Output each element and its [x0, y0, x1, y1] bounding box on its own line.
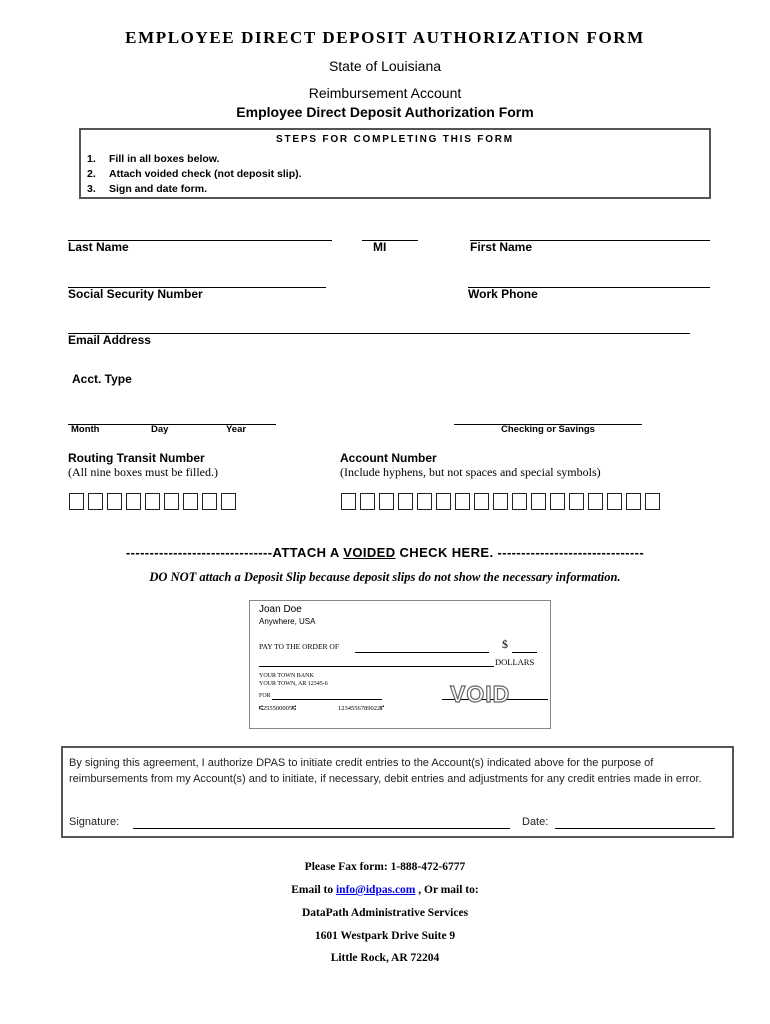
form-title: EMPLOYEE DIRECT DEPOSIT AUTHORIZATION FORM: [125, 28, 645, 47]
account-heading: Reimbursement Account: [308, 85, 462, 101]
void-stamp: VOID: [450, 681, 511, 707]
day-label: Day: [151, 424, 169, 435]
check-written-amount-line: [259, 666, 494, 667]
digit-box[interactable]: [550, 493, 565, 510]
email-link[interactable]: info@idpas.com: [335, 884, 416, 896]
digit-box[interactable]: [436, 493, 451, 510]
state-heading: State of Louisiana: [328, 58, 442, 74]
digit-box[interactable]: [645, 493, 660, 510]
digit-box[interactable]: [531, 493, 546, 510]
routing-label: Routing Transit Number: [68, 451, 205, 465]
step-item: 2. Attach voided check (not deposit slip).: [87, 168, 302, 180]
signature-field[interactable]: [133, 828, 510, 829]
digit-box[interactable]: [569, 493, 584, 510]
digit-box[interactable]: [69, 493, 84, 510]
digit-box[interactable]: [145, 493, 160, 510]
check-for-label: FOR: [259, 693, 271, 699]
digit-box[interactable]: [417, 493, 432, 510]
digit-box[interactable]: [107, 493, 122, 510]
digit-box[interactable]: [493, 493, 508, 510]
step-item: 3. Sign and date form.: [87, 183, 208, 195]
email-label: Email Address: [68, 333, 151, 347]
check-bank-city: YOUR TOWN, AR 12345-6: [259, 681, 328, 687]
authorization-text: By signing this agreement, I authorize DPAS to initiate credit entries to the Account(s) indicated above for the purpose of reimbursements from my Account(s) and to initiate, if necessary, debit entries and adjustments for any credit entries made in error.: [69, 757, 702, 785]
email-line: Email to info@idpas.com , Or mail to:: [291, 884, 479, 896]
email-field[interactable]: [68, 333, 690, 334]
account-number-boxes: [341, 493, 660, 510]
check-pay-to: PAY TO THE ORDER OF: [259, 642, 340, 651]
digit-box[interactable]: [455, 493, 470, 510]
steps-box: [79, 128, 711, 199]
ssn-label: Social Security Number: [68, 287, 203, 301]
mi-field[interactable]: [362, 240, 418, 241]
signature-label: Signature:: [69, 816, 120, 828]
fax-line: Please Fax form: 1-888-472-6777: [304, 861, 466, 873]
digit-box[interactable]: [202, 493, 217, 510]
month-label: Month: [71, 424, 100, 435]
check-micr-account: 1234556789022⑈: [338, 705, 385, 712]
digit-box[interactable]: [360, 493, 375, 510]
check-amount-line: [512, 652, 537, 653]
check-memo-line: [272, 699, 382, 700]
digit-box[interactable]: [398, 493, 413, 510]
digit-box[interactable]: [164, 493, 179, 510]
year-label: Year: [226, 424, 247, 435]
digit-box[interactable]: [126, 493, 141, 510]
digit-box[interactable]: [626, 493, 641, 510]
form-subtitle: Employee Direct Deposit Authorization Form: [236, 104, 534, 120]
digit-box[interactable]: [379, 493, 394, 510]
check-dollars: DOLLARS: [495, 657, 535, 667]
check-dollar-sign: $: [502, 637, 508, 651]
deposit-slip-warning: DO NOT attach a Deposit Slip because deposit slips do not show the necessary information.: [149, 570, 621, 584]
last-name-label: Last Name: [68, 240, 129, 254]
mi-label: MI: [373, 240, 387, 254]
digit-box[interactable]: [474, 493, 489, 510]
digit-box[interactable]: [183, 493, 198, 510]
work-phone-label: Work Phone: [468, 287, 538, 301]
acct-type-label: Acct. Type: [72, 372, 132, 386]
digit-box[interactable]: [88, 493, 103, 510]
date-signed-field[interactable]: [555, 828, 715, 829]
routing-number-boxes: [69, 493, 236, 510]
step-item: 1. Fill in all boxes below.: [87, 153, 220, 165]
digit-box[interactable]: [221, 493, 236, 510]
digit-box[interactable]: [607, 493, 622, 510]
authorization-box: [61, 746, 734, 838]
street-address: 1601 Westpark Drive Suite 9: [314, 930, 456, 942]
first-name-label: First Name: [470, 240, 533, 254]
check-payee-line: [355, 652, 489, 653]
city-address: Little Rock, AR 72204: [330, 952, 440, 964]
digit-box[interactable]: [588, 493, 603, 510]
company-name: DataPath Administrative Services: [301, 907, 469, 919]
check-micr-routing: ⑆255500005⑆: [259, 705, 297, 712]
account-note: (Include hyphens, but not spaces and special symbols): [340, 465, 601, 479]
check-name: Joan Doe: [259, 604, 302, 615]
attach-check-heading: -------------------------------ATTACH A VOIDED CHECK HERE. -------------------------------: [125, 545, 645, 560]
date-label: Date:: [522, 816, 549, 828]
checking-savings-label: Checking or Savings: [501, 424, 595, 435]
check-address: Anywhere, USA: [259, 617, 316, 626]
account-label: Account Number: [340, 451, 437, 465]
digit-box[interactable]: [512, 493, 527, 510]
digit-box[interactable]: [341, 493, 356, 510]
sample-check: [249, 600, 551, 729]
routing-note: (All nine boxes must be filled.): [68, 465, 218, 479]
steps-title: STEPS FOR COMPLETING THIS FORM: [276, 134, 514, 145]
check-bank-name: YOUR TOWN BANK: [259, 673, 314, 679]
